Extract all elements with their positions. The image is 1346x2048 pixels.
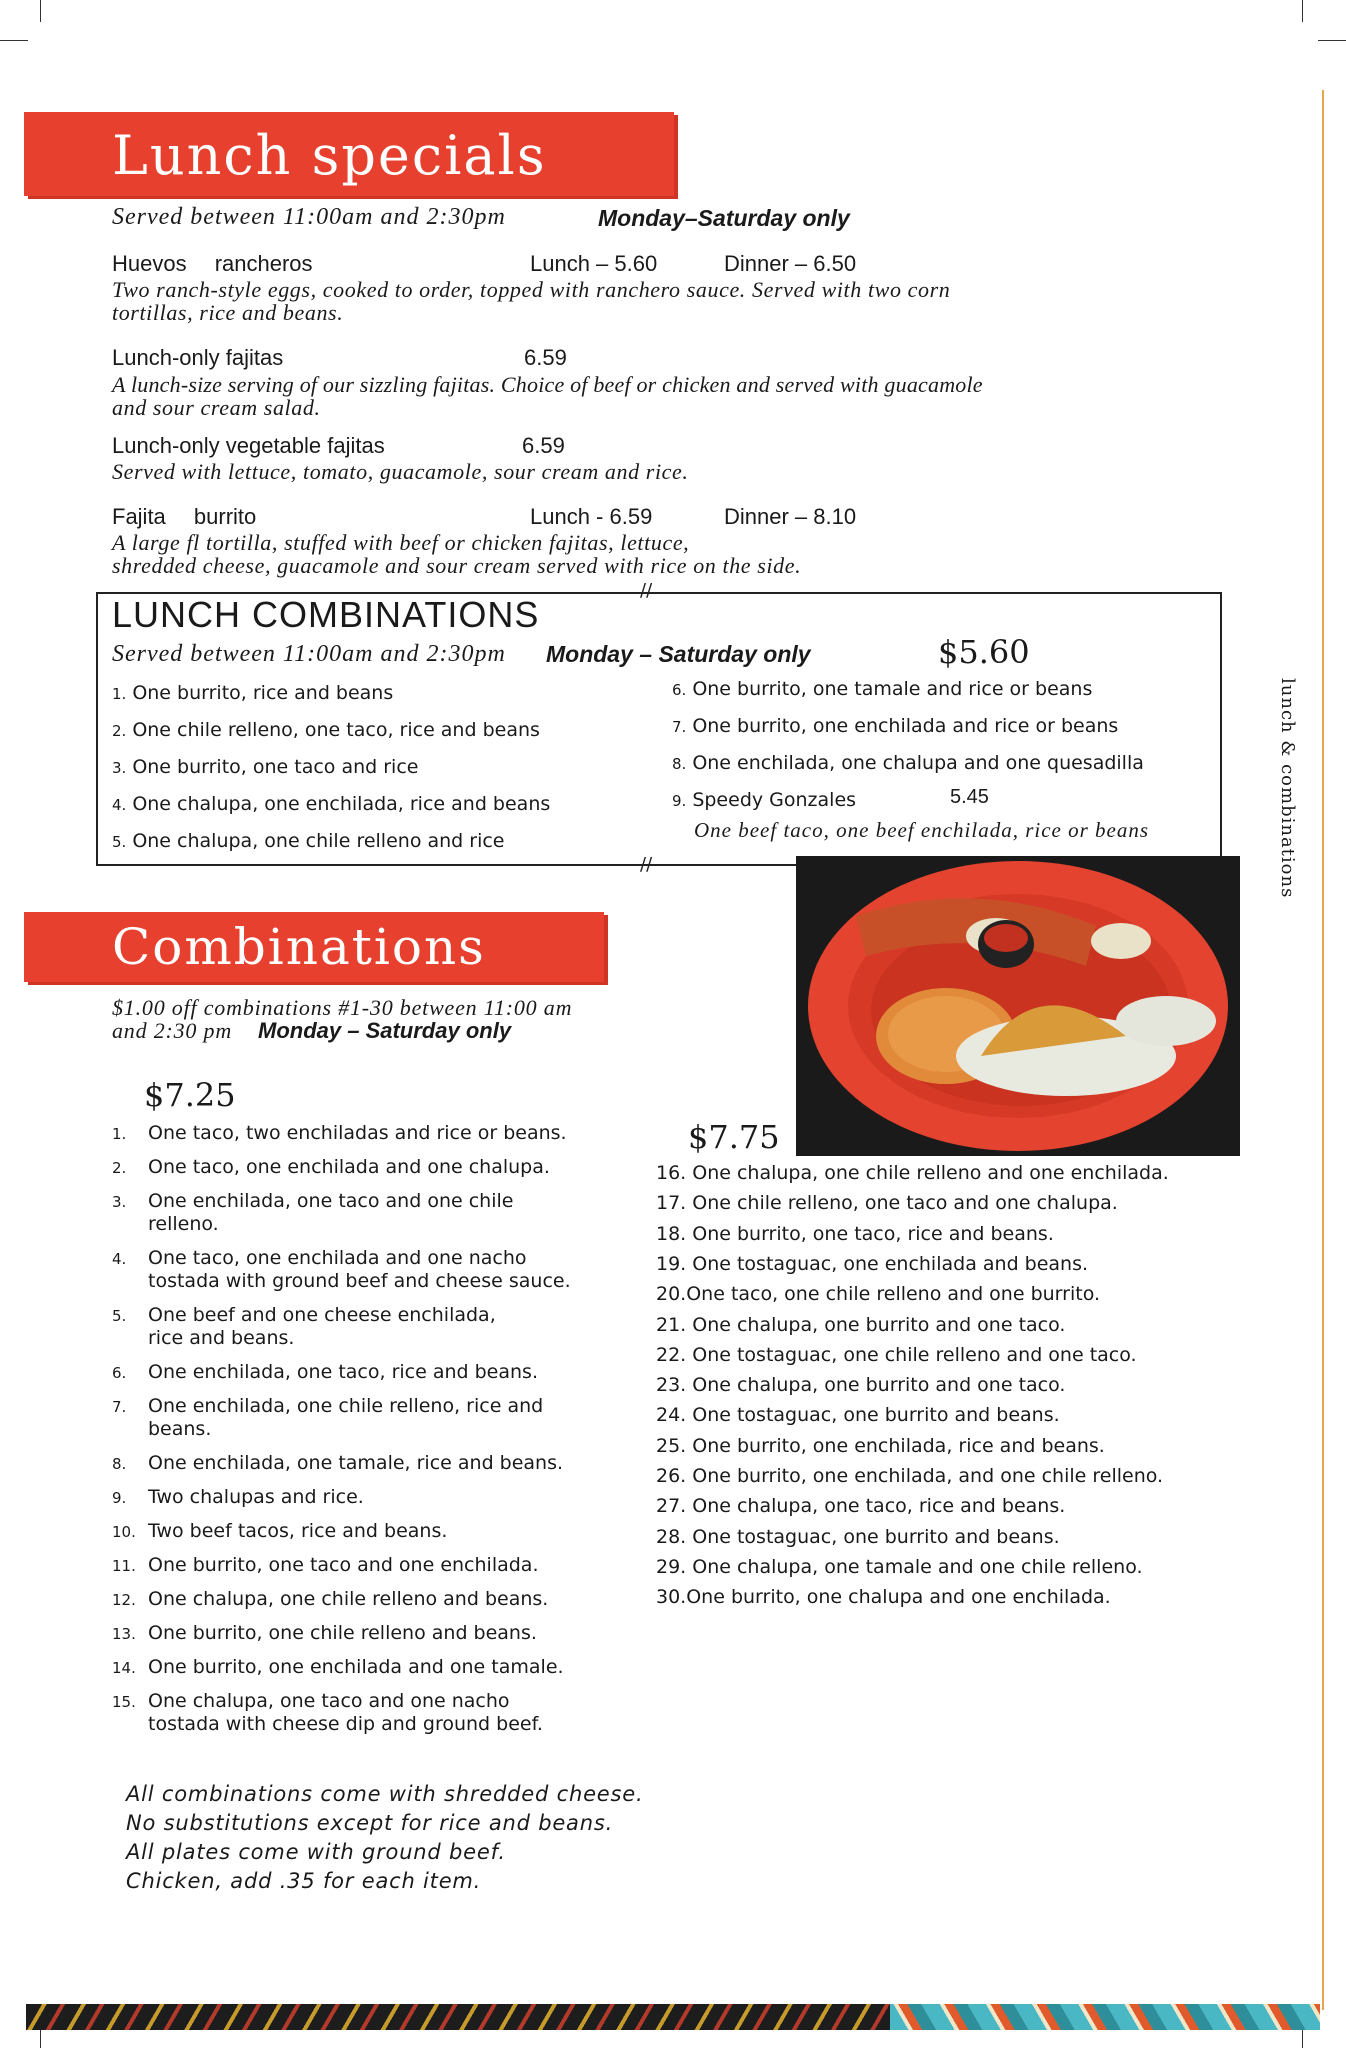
- item-number: 9.: [112, 1489, 127, 1507]
- combination-note: Chicken, add .35 for each item.: [126, 1869, 482, 1893]
- item-text: One chalupa, one chile relleno and beans.: [148, 1588, 549, 1610]
- item-text: One burrito, one tamale and rice or beans: [692, 678, 1093, 700]
- item-number: 4.: [112, 1250, 127, 1268]
- lunch-combinations-price: $5.60: [938, 633, 1030, 671]
- combination-note: All combinations come with shredded cheese.: [126, 1782, 644, 1806]
- lunch-combinations-title: LUNCH COMBINATIONS: [112, 594, 540, 635]
- item-number: 3.: [112, 759, 127, 777]
- item-text: Two chalupas and rice.: [148, 1486, 364, 1508]
- menu-item-desc: A large fl tortilla, stuffed with beef or chicken fajitas, lettuce,: [112, 530, 690, 555]
- lunch-combination-item: [672, 678, 1092, 700]
- menu-item-desc: shredded cheese, guacamole and sour cream served with rice on the side.: [112, 553, 802, 578]
- item-number: 7.: [112, 1398, 127, 1416]
- item-text: One enchilada, one tamale, rice and beans.: [148, 1452, 564, 1474]
- lunch-specials-banner: [24, 112, 674, 196]
- item-text: One chalupa, one chile relleno and rice: [132, 830, 505, 852]
- item-text: One beef and one cheese enchilada,: [148, 1304, 496, 1326]
- menu-item-dinner-price: Dinner – 6.50: [724, 251, 857, 276]
- menu-item-price: 6.59: [524, 345, 567, 370]
- box-break-mark: //: [640, 580, 653, 601]
- item-number: 10.: [112, 1523, 136, 1541]
- combinations-price-left: $7.25: [144, 1076, 236, 1114]
- item-text: One burrito, rice and beans: [132, 682, 394, 704]
- menu-item-desc: Two ranch-style eggs, cooked to order, topped with ranchero sauce. Served with two corn: [112, 277, 951, 302]
- item-text: One burrito, one enchilada and rice or beans: [692, 715, 1119, 737]
- combination-item: 29. One chalupa, one tamale and one chile relleno.: [656, 1555, 1143, 1578]
- combination-item: 23. One chalupa, one burrito and one taco.: [656, 1374, 1066, 1397]
- item-number: 2.: [112, 722, 127, 740]
- item-text: One burrito, one taco and one enchilada.: [148, 1554, 539, 1576]
- lunch-combination-item: [112, 793, 550, 815]
- lunch-combination-item: [112, 830, 505, 852]
- lunch-combination-item: [112, 682, 393, 704]
- crop-mark: [1302, 0, 1303, 22]
- item-number: 14.: [112, 1659, 136, 1677]
- crop-mark: [40, 2030, 41, 2048]
- decorative-pattern-teal: [890, 2004, 1320, 2030]
- item-text: One enchilada, one taco, rice and beans.: [148, 1361, 538, 1383]
- lunch-specials-title: Lunch specials: [112, 124, 547, 187]
- speedy-gonzales-desc: One beef taco, one beef enchilada, rice or beans: [694, 818, 1150, 842]
- item-text: One chile relleno, one taco, rice and beans: [132, 719, 540, 741]
- combination-note: No substitutions except for rice and beans.: [126, 1811, 614, 1835]
- lunch-combination-item: [672, 752, 1144, 774]
- crop-mark: [1318, 40, 1346, 41]
- item-text: One enchilada, one taco and one chile: [148, 1190, 514, 1212]
- item-text-cont: rice and beans.: [148, 1327, 295, 1349]
- item-number: 8.: [112, 1455, 127, 1473]
- item-text: One chalupa, one enchilada, rice and beans: [132, 793, 551, 815]
- lunch-combinations-days: Monday – Saturday only: [546, 641, 811, 667]
- lunch-combinations-served: Served between 11:00am and 2:30pm: [112, 641, 506, 667]
- crop-mark: [0, 40, 28, 41]
- item-text: One enchilada, one chile relleno, rice and: [148, 1395, 544, 1417]
- speedy-gonzales-price: 5.45: [950, 786, 989, 808]
- combinations-discount-days: Monday – Saturday only: [258, 1018, 512, 1043]
- item-number: 1.: [112, 1125, 127, 1143]
- combinations-title: Combinations: [112, 918, 486, 976]
- combinations-discount-line2: and 2:30 pm: [112, 1018, 233, 1043]
- item-text-cont: beans.: [148, 1418, 212, 1440]
- item-number: 5.: [112, 1307, 127, 1325]
- combinations-banner: [24, 912, 604, 982]
- menu-item-name: Huevos rancheros: [112, 251, 313, 276]
- menu-item-dinner-price: Dinner – 8.10: [724, 504, 857, 529]
- item-number: 2.: [112, 1159, 127, 1177]
- combination-item: 20.One taco, one chile relleno and one burrito.: [656, 1283, 1101, 1306]
- item-text: One chalupa, one taco and one nacho: [148, 1690, 510, 1712]
- crop-mark: [1302, 2030, 1303, 2048]
- menu-item-desc: A lunch-size serving of our sizzling fajitas. Choice of beef or chicken and served with guacamole: [112, 372, 983, 397]
- item-number: 8.: [672, 755, 687, 773]
- item-number: 6.: [112, 1364, 127, 1382]
- combination-item: 19. One tostaguac, one enchilada and beans.: [656, 1252, 1089, 1275]
- item-number: 12.: [112, 1591, 136, 1609]
- item-number: 15.: [112, 1693, 136, 1711]
- lunch-combination-item: [672, 789, 856, 811]
- combination-item: 21. One chalupa, one burrito and one taco.: [656, 1313, 1066, 1336]
- item-text: One enchilada, one chalupa and one quesadilla: [692, 752, 1144, 774]
- item-number: 11.: [112, 1557, 136, 1575]
- crop-mark: [40, 0, 41, 22]
- lunch-combination-item: [672, 715, 1118, 737]
- item-text: One burrito, one taco and rice: [132, 756, 419, 778]
- item-number: 3.: [112, 1193, 127, 1211]
- item-number: 13.: [112, 1625, 136, 1643]
- item-number: 1.: [112, 685, 127, 703]
- combination-item: 26. One burrito, one enchilada, and one chile relleno.: [656, 1465, 1164, 1487]
- lunch-combination-item: [112, 719, 540, 741]
- combination-note: All plates come with ground beef.: [126, 1840, 506, 1864]
- combination-item: 28. One tostaguac, one burrito and beans.: [656, 1525, 1060, 1548]
- item-number: 9.: [672, 792, 687, 810]
- item-text: One burrito, one enchilada and one tamale.: [148, 1656, 564, 1678]
- combination-item: 24. One tostaguac, one burrito and beans.: [656, 1404, 1060, 1427]
- lunch-specials-days: Monday–Saturday only: [598, 205, 850, 231]
- item-text-cont: tostada with cheese dip and ground beef.: [148, 1713, 543, 1735]
- item-number: 6.: [672, 681, 687, 699]
- menu-item-name: Fajita burrito: [112, 504, 257, 529]
- combination-item: 30.One burrito, one chalupa and one enchilada.: [656, 1586, 1111, 1609]
- lunch-combination-item: [112, 756, 418, 778]
- menu-item-name: Lunch-only fajitas: [112, 345, 284, 370]
- served-time: Served between 11:00am and 2:30pm: [112, 204, 506, 230]
- item-text: One taco, one enchilada and one nacho: [148, 1247, 527, 1269]
- menu-item-desc: and sour cream salad.: [112, 395, 321, 420]
- item-text: Speedy Gonzales: [692, 789, 857, 811]
- menu-item-name: Lunch-only vegetable fajitas: [112, 433, 385, 458]
- item-text: One taco, two enchiladas and rice or beans.: [148, 1122, 567, 1144]
- combinations-price-right: $7.75: [688, 1118, 780, 1156]
- combination-plate-photo: [796, 856, 1240, 1156]
- menu-item-lunch-price: Lunch - 6.59: [530, 504, 653, 529]
- menu-item-lunch-price: Lunch – 5.60: [530, 251, 658, 276]
- lunch-specials-served: [112, 204, 506, 231]
- combination-item: 17. One chile relleno, one taco and one chalupa.: [656, 1192, 1118, 1215]
- item-text: One taco, one enchilada and one chalupa.: [148, 1156, 550, 1178]
- menu-item-desc: tortillas, rice and beans.: [112, 300, 344, 325]
- item-text: Two beef tacos, rice and beans.: [148, 1520, 448, 1542]
- item-number: 4.: [112, 796, 127, 814]
- crop-mark: [1322, 90, 1324, 2010]
- combination-item: 25. One burrito, one enchilada, rice and beans.: [656, 1434, 1105, 1457]
- side-section-label: lunch & combinations: [1277, 678, 1298, 899]
- decorative-pattern-band: [26, 2004, 1320, 2030]
- item-number: 5.: [112, 833, 127, 851]
- menu-item-desc: Served with lettuce, tomato, guacamole, sour cream and rice.: [112, 459, 689, 484]
- combination-item: 18. One burrito, one taco, rice and beans.: [656, 1222, 1054, 1245]
- item-text-cont: relleno.: [148, 1213, 219, 1235]
- combinations-discount-line1: $1.00 off combinations #1-30 between 11:00 am: [112, 995, 573, 1020]
- combination-item: 27. One chalupa, one taco, rice and beans.: [656, 1495, 1066, 1518]
- item-number: 7.: [672, 718, 687, 736]
- combination-item: 22. One tostaguac, one chile relleno and one taco.: [656, 1343, 1137, 1366]
- combination-item: 16. One chalupa, one chile relleno and one enchilada.: [656, 1162, 1169, 1184]
- item-text: One burrito, one chile relleno and beans.: [148, 1622, 537, 1644]
- menu-item-price: 6.59: [522, 433, 565, 458]
- item-text-cont: tostada with ground beef and cheese sauce.: [148, 1270, 571, 1292]
- plate-illustration: [796, 856, 1240, 1156]
- box-break-mark: //: [640, 854, 653, 875]
